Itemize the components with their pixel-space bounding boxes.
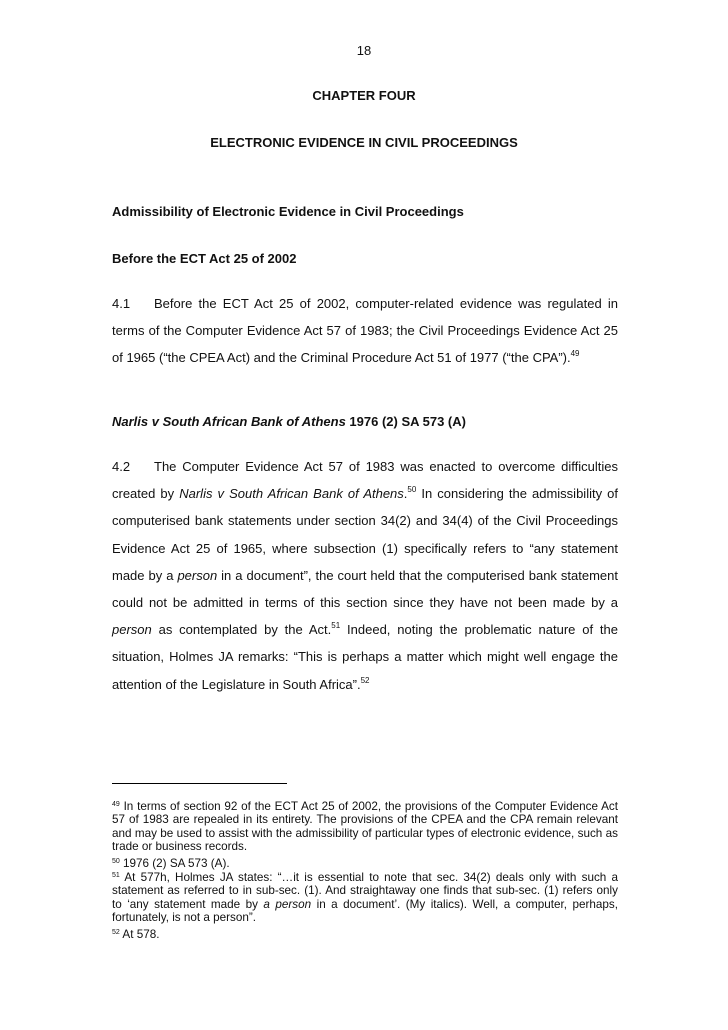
paragraph-4-1	[112, 290, 618, 372]
subsection-heading: Before the ECT Act 25 of 2002	[112, 251, 297, 266]
chapter-title: ELECTRONIC EVIDENCE IN CIVIL PROCEEDINGS	[210, 135, 518, 150]
chapter-label: CHAPTER FOUR	[312, 88, 416, 103]
page-number: 18	[356, 43, 372, 58]
footnote-text: in a document’. (My italics). Well, a computer, perhaps, fortunately, is not a person”.	[112, 897, 618, 924]
paragraph-text: Indeed, noting the problematic nature of the situation, Holmes JA remarks: “This is perhaps a matter which might well engage the attention of the Legislature in South Africa”.	[112, 622, 618, 692]
paragraph-text: .	[403, 486, 408, 502]
paragraph-text: in a document”, the court held that the computerised bank statement could not be admitted in terms of this section since they have not been made by a	[112, 567, 618, 611]
case-heading	[112, 414, 466, 429]
footnote-ref[interactable]: 52	[360, 675, 370, 685]
emphasis: a person	[263, 897, 312, 911]
case-name: Narlis v South African Bank of Athens	[112, 414, 346, 429]
footnote-text: At 578.	[119, 928, 160, 941]
footnote-text: At 577h, Holmes JA states: “…it is essential to note that sec. 34(2) deals only with such a statement as referred to in sub-sec. (1). And straightaway one finds that sub-sec. (1) refers only to ‘any statement made by	[112, 871, 618, 911]
footnote-divider	[112, 783, 287, 784]
footnote-50	[112, 857, 618, 870]
footnote-ref[interactable]: 49	[570, 349, 580, 359]
paragraph-text: The Computer Evidence Act 57 of 1983 was enacted to overcome difficulties created by	[112, 459, 618, 502]
footnote-51	[112, 871, 618, 924]
footnote-ref[interactable]: 50	[407, 485, 417, 495]
paragraph-text: as contemplated by the Act.	[151, 622, 332, 638]
case-citation: 1976 (2) SA 573 (A)	[345, 414, 466, 429]
footnote-number: 52	[112, 929, 120, 936]
case-name: Narlis v South African Bank of Athens	[179, 486, 404, 502]
section-heading: Admissibility of Electronic Evidence in Civil Proceedings	[112, 204, 464, 219]
footnote-text: 1976 (2) SA 573 (A).	[119, 857, 230, 870]
footnote-number: 49	[112, 801, 120, 808]
paragraph-text: Before the ECT Act 25 of 2002, computer-related evidence was regulated in terms of the Computer Evidence Act 57 of 1983; the Civil Proceedings Evidence Act 25 of 1965 (“the CPEA Act) and the Criminal Procedure Act 51 of 1977 (“the CPA”).	[112, 296, 618, 366]
emphasis: person	[177, 567, 218, 583]
paragraph-number: 4.1	[112, 296, 131, 311]
footnote-text: In terms of section 92 of the ECT Act 25 of 2002, the provisions of the Computer Evidence Act 57 of 1983 are repealed in its entirety. The provisions of the CPEA and the CPA remain relevant and may be used to assist with the admissibility of particular types of electronic evidence, such as trade or business records.	[112, 800, 618, 853]
footnote-ref[interactable]: 51	[331, 621, 341, 631]
paragraph-number: 4.2	[112, 459, 131, 474]
footnote-49	[112, 800, 618, 853]
footnote-number: 50	[112, 858, 120, 865]
footnote-52	[112, 928, 618, 941]
paragraph-text: In considering the admissibility of computerised bank statements under section 34(2) and 34(4) of the Civil Proceedings Evidence Act 25 of 1965, where subsection (1) specifically refers to “any statement made by a	[112, 486, 618, 583]
footnote-number: 51	[112, 872, 120, 879]
emphasis: person	[112, 622, 152, 638]
paragraph-4-2	[112, 453, 618, 698]
